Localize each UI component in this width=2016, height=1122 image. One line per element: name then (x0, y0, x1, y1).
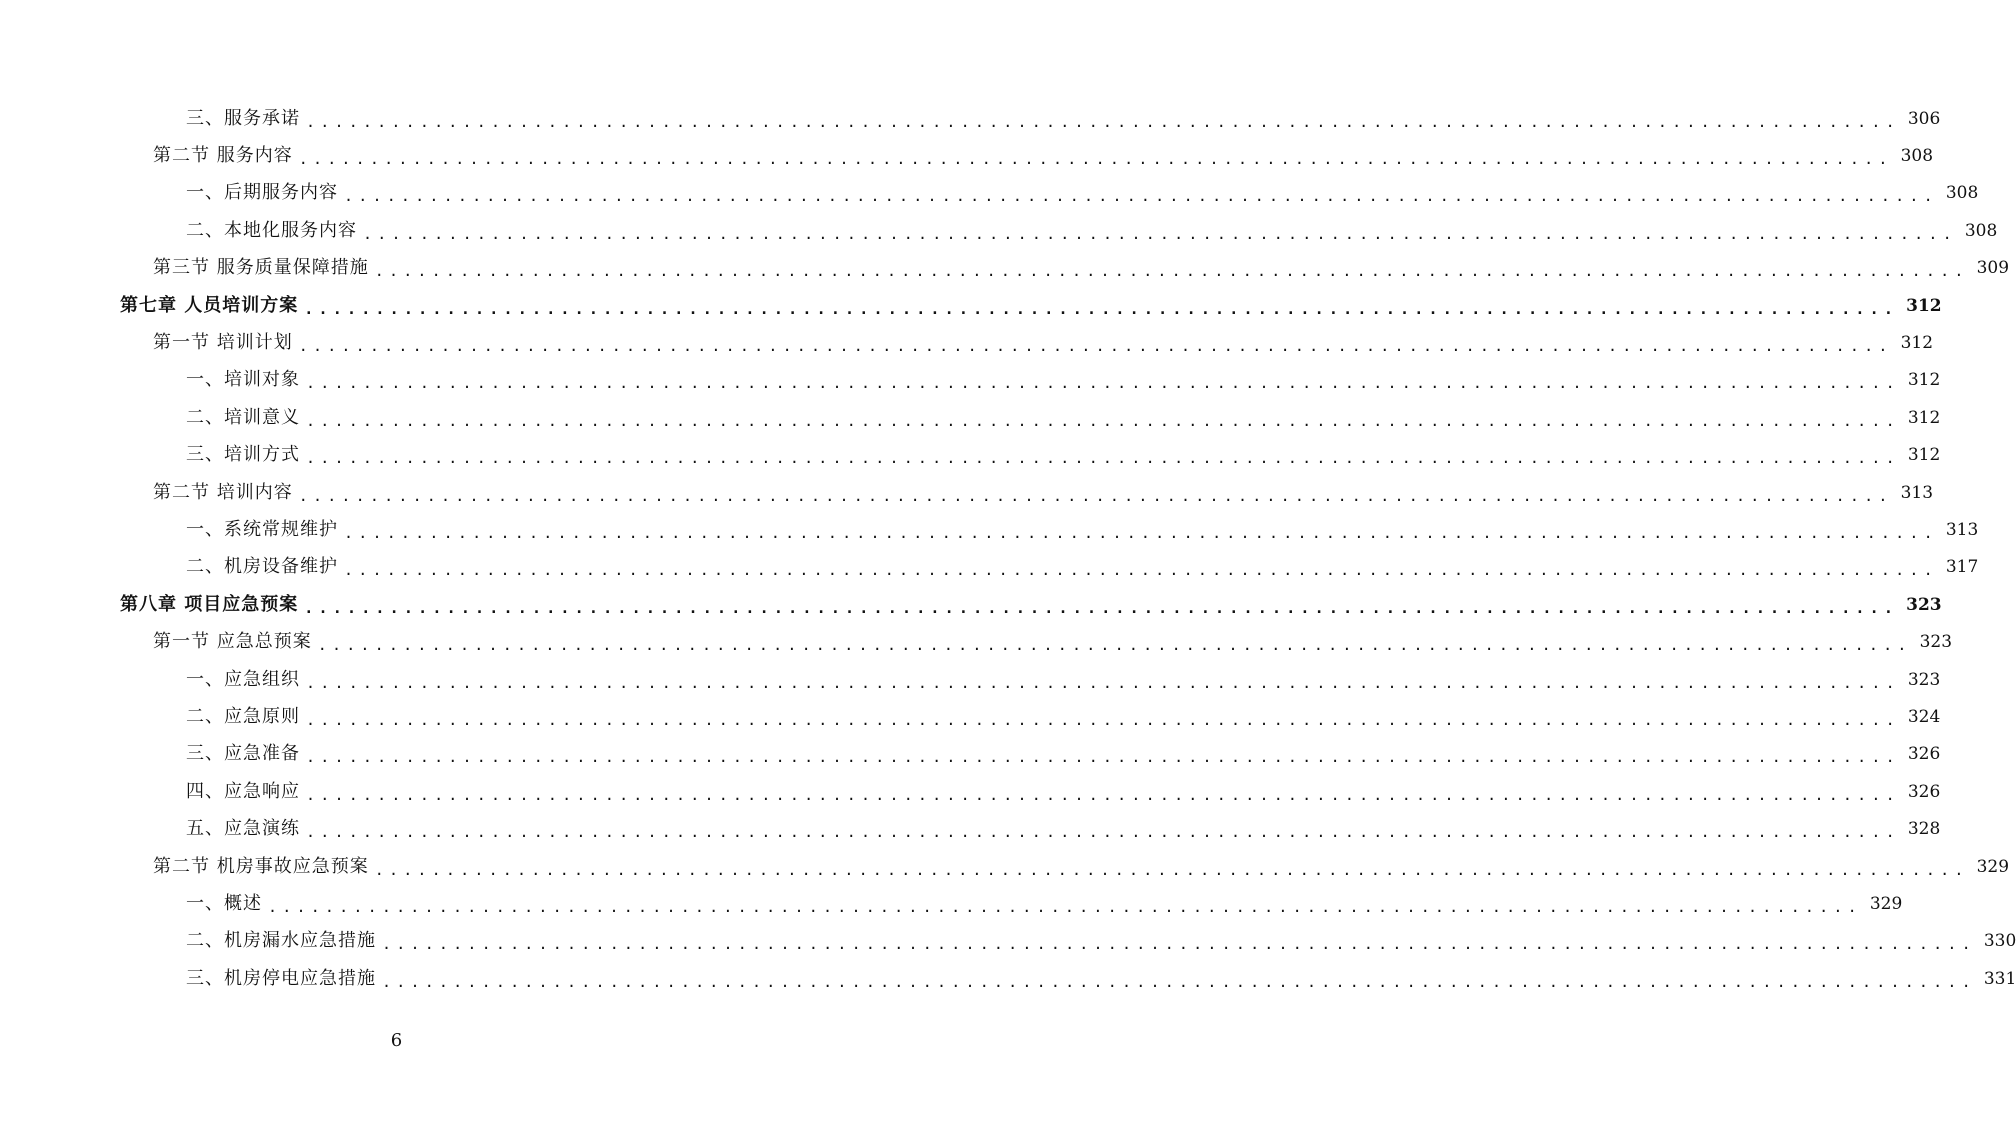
toc-entry[interactable] (0, 736, 1941, 773)
toc-leader-dots: ................................................................................................................ (374, 860, 1969, 879)
toc-leader-dots: ................................................................................................................ (306, 112, 1900, 131)
toc-entry-title: 第一节 培训计划 (153, 332, 293, 354)
toc-entry[interactable] (0, 549, 1979, 586)
toc-leader-dots: ................................................................................................................ (344, 561, 1938, 580)
toc-entry-title: 第二节 服务内容 (153, 145, 293, 167)
toc-leader-dots: ................................................................................................................ (304, 299, 1899, 318)
toc-leader-dots: ................................................................................................................ (344, 187, 1938, 206)
toc-entry-page: 312 (1907, 445, 1941, 466)
toc-entry[interactable] (0, 474, 1934, 511)
toc-entry-title: 一、概述 (186, 892, 262, 914)
toc-leader-dots: ................................................................................................................ (298, 486, 1893, 505)
toc-entry-page: 329 (1869, 893, 1903, 914)
toc-leader-dots: ................................................................................................................ (382, 972, 1976, 991)
toc-entry[interactable] (0, 175, 1979, 212)
toc-leader-dots: ................................................................................................................ (304, 598, 1899, 617)
toc-entry[interactable] (0, 848, 2010, 885)
toc-entry[interactable] (0, 399, 1941, 436)
toc-entry-title: 第三节 服务质量保障措施 (153, 257, 369, 279)
toc-entry-page: 330 (1983, 931, 2016, 952)
toc-entry[interactable] (0, 661, 1941, 698)
toc-leader-dots: ................................................................................................................ (306, 374, 1900, 393)
toc-entry-page: 308 (1900, 146, 1934, 167)
toc-entry-title: 一、应急组织 (186, 668, 300, 690)
toc-entry[interactable] (0, 324, 1934, 361)
toc-leader-dots: ................................................................................................................ (317, 636, 1912, 655)
toc-entry-page: 312 (1907, 407, 1941, 428)
toc-leader-dots: ................................................................................................................ (344, 523, 1938, 542)
toc-entry-title: 五、应急演练 (186, 818, 300, 840)
toc-leader-dots: ................................................................................................................ (306, 673, 1900, 692)
toc-chapter-entry[interactable] (0, 287, 1942, 324)
toc-entry-page: 331 (1983, 968, 2016, 989)
toc-entry-page: 328 (1907, 819, 1941, 840)
toc-entry-title: 四、应急响应 (186, 780, 300, 802)
toc-entry[interactable] (0, 698, 1941, 735)
toc-chapter-entry[interactable] (0, 586, 1942, 623)
toc-entry-title: 三、服务承诺 (186, 107, 300, 129)
toc-entry-title: 三、培训方式 (186, 444, 300, 466)
toc-entry[interactable] (0, 511, 1979, 548)
toc-entry[interactable] (0, 773, 1941, 810)
table-of-contents (0, 100, 2016, 997)
toc-entry-title: 第二节 机房事故应急预案 (153, 855, 369, 877)
toc-leader-dots: ................................................................................................................ (298, 337, 1893, 356)
toc-entry-page: 323 (1907, 669, 1941, 690)
toc-entry-title: 三、机房停电应急措施 (186, 967, 376, 989)
toc-leader-dots: ................................................................................................................ (382, 935, 1976, 954)
toc-entry[interactable] (0, 250, 2010, 287)
toc-entry-page: 326 (1907, 744, 1941, 765)
toc-entry-page: 312 (1906, 295, 1942, 316)
toc-entry-title: 二、机房漏水应急措施 (186, 930, 376, 952)
toc-entry-title: 二、本地化服务内容 (186, 219, 357, 241)
toc-entry-title: 二、应急原则 (186, 705, 300, 727)
toc-entry-page: 323 (1906, 594, 1942, 615)
toc-entry[interactable] (0, 885, 1903, 922)
toc-entry-title: 第七章 人员培训方案 (120, 294, 299, 316)
toc-entry[interactable] (0, 960, 2016, 997)
toc-leader-dots: ................................................................................................................ (306, 823, 1900, 842)
toc-entry-title: 二、培训意义 (186, 406, 300, 428)
toc-entry-page: 308 (1964, 220, 1998, 241)
toc-entry-page: 313 (1945, 519, 1979, 540)
toc-entry[interactable] (0, 810, 1941, 847)
toc-entry-title: 第一节 应急总预案 (153, 631, 312, 653)
toc-leader-dots: ................................................................................................................ (306, 710, 1900, 729)
toc-entry-title: 二、机房设备维护 (186, 556, 338, 578)
toc-leader-dots: ................................................................................................................ (374, 262, 1969, 281)
toc-entry-page: 323 (1919, 632, 1953, 653)
toc-entry-page: 308 (1945, 183, 1979, 204)
toc-entry-page: 324 (1907, 706, 1941, 727)
toc-entry[interactable] (0, 623, 1953, 660)
toc-entry-page: 313 (1900, 482, 1934, 503)
toc-entry[interactable] (0, 923, 2016, 960)
toc-entry-page: 312 (1900, 333, 1934, 354)
toc-entry-title: 一、系统常规维护 (186, 518, 338, 540)
toc-entry-title: 第八章 项目应急预案 (120, 593, 299, 615)
toc-leader-dots: ................................................................................................................ (298, 150, 1893, 169)
toc-entry-page: 312 (1907, 370, 1941, 391)
toc-leader-dots: ................................................................................................................ (306, 748, 1900, 767)
toc-entry-page: 326 (1907, 781, 1941, 802)
toc-leader-dots: ................................................................................................................ (268, 897, 1862, 916)
toc-entry-page: 309 (1976, 258, 2010, 279)
toc-entry-page: 306 (1907, 108, 1941, 129)
toc-leader-dots: ................................................................................................................ (306, 449, 1900, 468)
toc-leader-dots: ................................................................................................................ (306, 785, 1900, 804)
toc-entry[interactable] (0, 212, 1998, 249)
page-number: 6 (390, 1030, 403, 1051)
toc-entry[interactable] (0, 362, 1941, 399)
toc-entry-title: 三、应急准备 (186, 743, 300, 765)
toc-entry-page: 317 (1945, 557, 1979, 578)
toc-entry[interactable] (0, 137, 1934, 174)
toc-entry[interactable] (0, 100, 1941, 137)
toc-leader-dots: ................................................................................................................ (363, 224, 1957, 243)
toc-entry-page: 329 (1976, 856, 2010, 877)
toc-entry-title: 第二节 培训内容 (153, 481, 293, 503)
toc-entry[interactable] (0, 437, 1941, 474)
toc-entry-title: 一、后期服务内容 (186, 182, 338, 204)
toc-leader-dots: ................................................................................................................ (306, 411, 1900, 430)
toc-entry-title: 一、培训对象 (186, 369, 300, 391)
